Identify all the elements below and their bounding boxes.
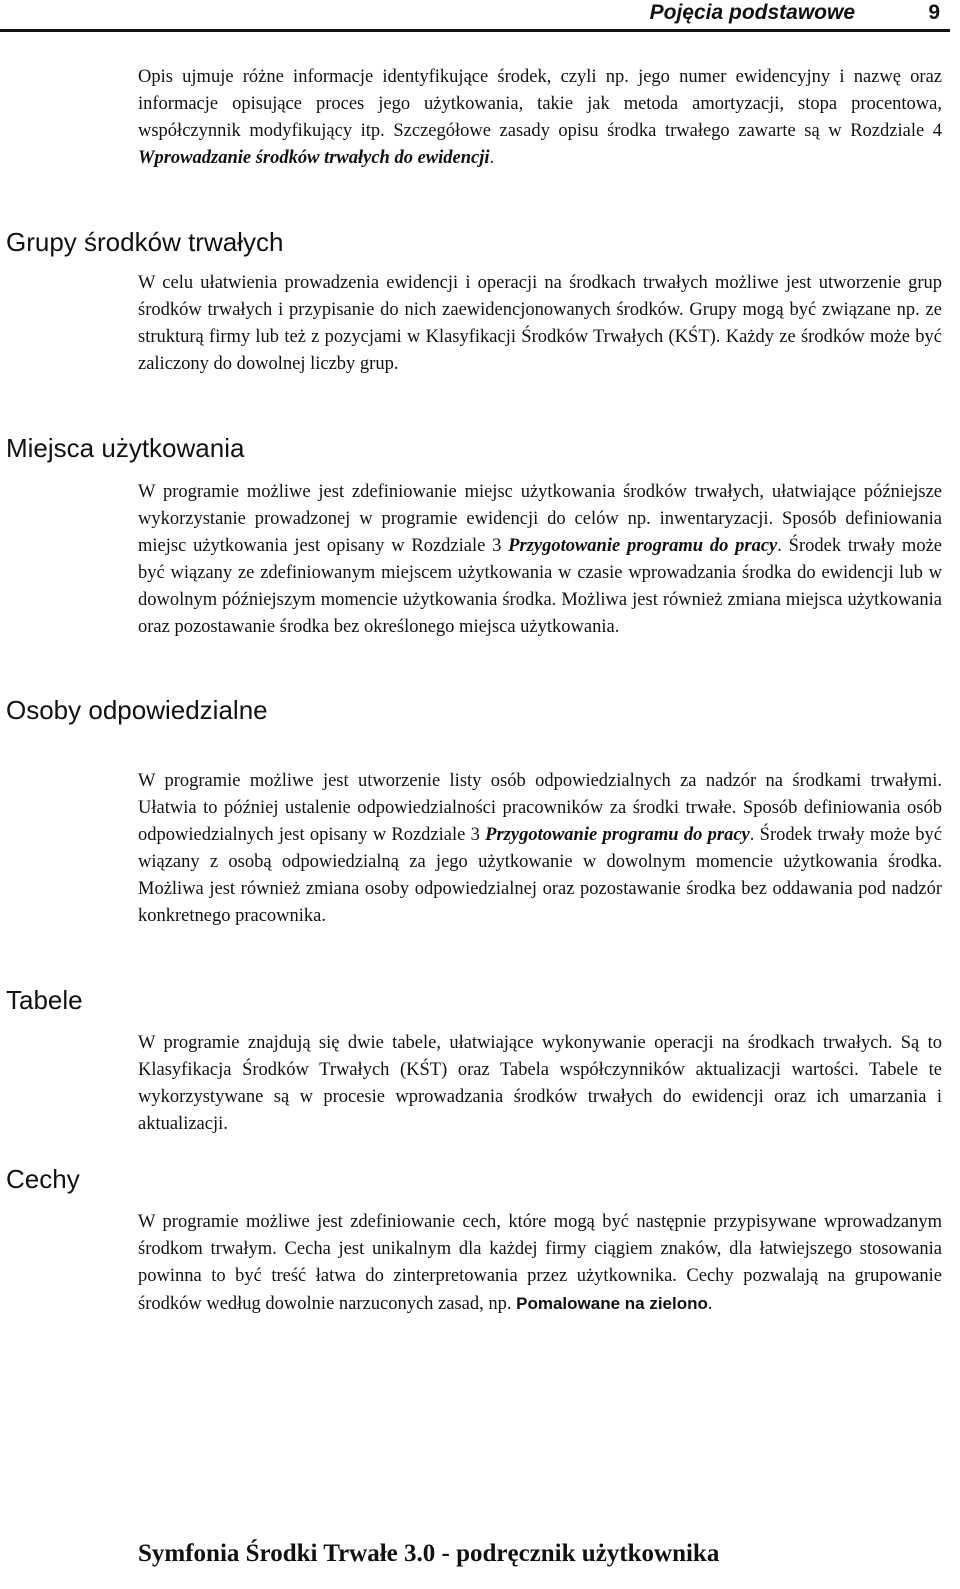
features-text: W programie możliwe jest zdefiniowanie cech, które mogą być następnie przypisywane wprowadzanym środkom trwałym. Cecha jest unikalnym dla każdej firmy ciągiem znaków, dla łatwiejszego stosowania powinna to być treść łatwa do zinterpretowania przez użytkownika. Cechy pozwalają na grupowanie środków według dowolnie narzuconych zasad, np. bbox=[138, 1212, 942, 1314]
features-text-end: . bbox=[707, 1294, 713, 1314]
intro-text: Opis ujmuje różne informacje identyfikujące środek, czyli np. jego numer ewidencyjny i nazwę oraz informacje opisujące proces jego użytkowania, takie jak metoda amortyzacji, stopa procentowa, współczynnik modyfikujący itp. Szczegółowe zasady opisu środka trwałego zawarte są w Rozdziale 4 bbox=[138, 67, 942, 141]
paragraph-features bbox=[138, 1209, 942, 1318]
page-footer: Symfonia Środki Trwałe 3.0 - podręcznik użytkownika bbox=[138, 1540, 720, 1567]
page-header bbox=[0, 0, 950, 32]
usage-locations-text-end: . Środek trwały może być wiązany ze zdefiniowanym miejscem użytkowania w czasie wprowadzania środka do ewidencji lub w dowolnym późniejszym momencie użytkowania środka. Możliwa jest również zmiana miejsca użytkowania oraz pozostawanie środka bez określonego miejsca użytkowania. bbox=[138, 536, 942, 637]
heading-tables: Tabele bbox=[6, 985, 83, 1015]
usage-locations-chapter-reference: Przygotowanie programu do pracy bbox=[508, 536, 778, 556]
paragraph-asset-groups: W celu ułatwienia prowadzenia ewidencji i operacji na środkach trwałych możliwe jest utworzenie grup środków trwałych i przypisanie do nich zaewidencjonowanych środków. Grupy mogą być związane np. ze strukturą firmy lub też z pozycjami w Klasyfikacji Środków Trwałych (KŚT). Każdy ze środków może być zaliczony do dowolnej liczby grup. bbox=[138, 273, 942, 374]
paragraph-responsible-persons bbox=[138, 768, 942, 930]
heading-features: Cechy bbox=[6, 1164, 80, 1194]
heading-usage-locations: Miejsca użytkowania bbox=[6, 433, 245, 463]
chapter-title: Pojęcia podstawowe bbox=[649, 1, 855, 24]
page-number: 9 bbox=[928, 1, 940, 24]
responsible-persons-text: W programie możliwe jest utworzenie listy osób odpowiedzialnych za nadzór na środkami trwałymi. Ułatwia to później ustalenie odpowiedzialności pracowników za środki trwałe. Sposób definiowania osób odpowiedzialnych jest opisany w Rozdziale 3 bbox=[138, 771, 942, 845]
paragraph-tables: W programie znajdują się dwie tabele, ułatwiające wykonywanie operacji na środkach trwałych. Są to Klasyfikacja Środków Trwałych (KŚT) oraz Tabela współczynników aktualizacji wartości. Tabele te wykorzystywane są w procesie wprowadzania środków trwałych do ewidencji oraz ich umarzania i aktualizacji. bbox=[138, 1033, 942, 1134]
intro-chapter-reference: Wprowadzanie środków trwałych do ewidencji bbox=[138, 148, 490, 168]
header-rule bbox=[0, 29, 950, 32]
usage-locations-text: W programie możliwe jest zdefiniowanie miejsc użytkowania środków trwałych, ułatwiające późniejsze wykorzystanie prowadzonej w programie ewidencji do celów np. inwentaryzacji. Sposób definiowania miejsc użytkowania jest opisany w Rozdziale 3 bbox=[138, 482, 942, 556]
responsible-persons-text-end: . Środek trwały może być wiązany z osobą odpowiedzialną za jego użytkowanie w dowolnym momencie użytkowania środka. Możliwa jest również zmiana osoby odpowiedzialnej oraz pozostawanie środka bez oddawania pod nadzór konkretnego pracownika. bbox=[138, 825, 942, 926]
heading-responsible-persons: Osoby odpowiedzialne bbox=[6, 695, 268, 725]
heading-asset-groups: Grupy środków trwałych bbox=[6, 227, 284, 257]
paragraph-usage-locations bbox=[138, 479, 942, 641]
intro-paragraph bbox=[138, 64, 942, 172]
responsible-persons-chapter-reference: Przygotowanie programu do pracy bbox=[485, 825, 750, 845]
intro-text-end: . bbox=[489, 148, 495, 168]
features-example: Pomalowane na zielono bbox=[516, 1294, 708, 1313]
